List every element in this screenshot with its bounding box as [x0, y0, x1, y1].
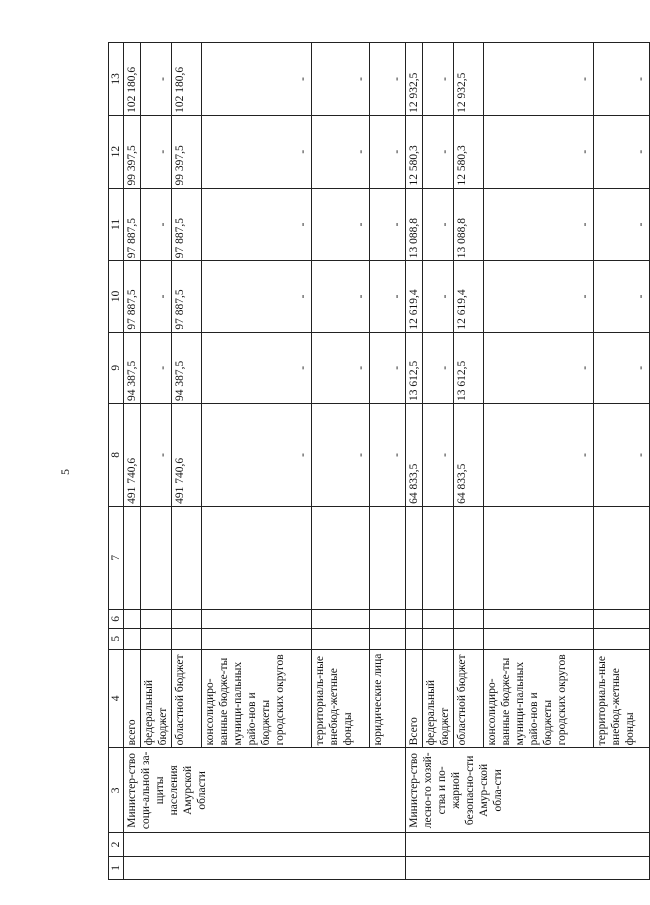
- amount-cell: -: [594, 43, 650, 116]
- amount-cell: -: [484, 261, 594, 332]
- table-row: [124, 43, 141, 880]
- empty-cell: [406, 609, 423, 628]
- amount-cell: 99 397,5: [172, 115, 202, 188]
- empty-cell: [454, 628, 484, 649]
- empty-cell: [141, 506, 172, 609]
- organization-cell: Министер-ство лесно-го хозяй-ства и по-жарной безопасно-сти Амур-ской обла-сти: [406, 748, 650, 833]
- budget-table: [108, 42, 650, 880]
- amount-cell: 97 887,5: [172, 261, 202, 332]
- amount-cell: 97 887,5: [124, 261, 141, 332]
- empty-cell: [141, 628, 172, 649]
- amount-cell: -: [312, 115, 370, 188]
- funding-source-cell: областной бюджет: [454, 649, 484, 748]
- amount-cell: -: [202, 332, 312, 403]
- amount-cell: 102 180,6: [124, 43, 141, 116]
- funding-source-cell: федеральный бюджет: [141, 649, 172, 748]
- amount-cell: 13 612,5: [454, 332, 484, 403]
- column-number-cell: 7: [109, 506, 124, 609]
- empty-cell: [141, 609, 172, 628]
- column-number-cell: 10: [109, 261, 124, 332]
- amount-cell: -: [594, 115, 650, 188]
- empty-cell: [202, 506, 312, 609]
- amount-cell: -: [423, 261, 454, 332]
- funding-source-cell: территориаль-ные внебюд-жетные фонды: [594, 649, 650, 748]
- empty-cell: [124, 628, 141, 649]
- amount-cell: -: [141, 188, 172, 261]
- amount-cell: -: [370, 115, 406, 188]
- empty-cell: [484, 506, 594, 609]
- empty-cell: [172, 506, 202, 609]
- empty-cell: [370, 506, 406, 609]
- amount-cell: 64 833,5: [454, 403, 484, 506]
- amount-cell: 64 833,5: [406, 403, 423, 506]
- col-1-cell: [124, 856, 406, 879]
- empty-cell: [312, 609, 370, 628]
- empty-cell: [312, 628, 370, 649]
- amount-cell: -: [370, 332, 406, 403]
- funding-source-cell: Всего: [406, 649, 423, 748]
- amount-cell: 94 387,5: [124, 332, 141, 403]
- empty-cell: [484, 628, 594, 649]
- empty-cell: [370, 609, 406, 628]
- amount-cell: -: [484, 188, 594, 261]
- column-number-cell: 12: [109, 115, 124, 188]
- amount-cell: -: [141, 261, 172, 332]
- amount-cell: -: [423, 188, 454, 261]
- amount-cell: -: [484, 332, 594, 403]
- amount-cell: 13 088,8: [406, 188, 423, 261]
- col-1-cell: [406, 856, 650, 879]
- column-number-cell: 13: [109, 43, 124, 116]
- amount-cell: 12 580,3: [406, 115, 423, 188]
- funding-source-cell: юридические лица: [370, 649, 406, 748]
- amount-cell: -: [370, 403, 406, 506]
- amount-cell: -: [202, 261, 312, 332]
- amount-cell: -: [202, 403, 312, 506]
- amount-cell: 12 932,5: [406, 43, 423, 116]
- amount-cell: -: [423, 115, 454, 188]
- column-number-cell: 6: [109, 609, 124, 628]
- empty-cell: [406, 506, 423, 609]
- funding-source-cell: федеральный бюджет: [423, 649, 454, 748]
- amount-cell: -: [202, 43, 312, 116]
- empty-cell: [370, 628, 406, 649]
- empty-cell: [423, 506, 454, 609]
- amount-cell: 94 387,5: [172, 332, 202, 403]
- empty-cell: [423, 609, 454, 628]
- amount-cell: -: [141, 403, 172, 506]
- column-number-cell: 3: [109, 748, 124, 833]
- amount-cell: -: [594, 332, 650, 403]
- column-number-row: [109, 43, 124, 880]
- empty-cell: [406, 628, 423, 649]
- funding-source-cell: областной бюджет: [172, 649, 202, 748]
- empty-cell: [423, 628, 454, 649]
- amount-cell: 99 397,5: [124, 115, 141, 188]
- amount-cell: -: [484, 115, 594, 188]
- column-number-cell: 8: [109, 403, 124, 506]
- amount-cell: -: [312, 403, 370, 506]
- column-number-cell: 9: [109, 332, 124, 403]
- amount-cell: 97 887,5: [124, 188, 141, 261]
- column-number-cell: 4: [109, 649, 124, 748]
- column-number-cell: 11: [109, 188, 124, 261]
- empty-cell: [454, 506, 484, 609]
- empty-cell: [202, 609, 312, 628]
- amount-cell: -: [312, 43, 370, 116]
- empty-cell: [172, 609, 202, 628]
- funding-source-cell: всего: [124, 649, 141, 748]
- table-row: [406, 43, 423, 880]
- amount-cell: -: [141, 332, 172, 403]
- funding-source-cell: консолидиро-ванные бюдже-ты муници-пальных райо-нов и бюджеты городских округов: [484, 649, 594, 748]
- amount-cell: -: [202, 115, 312, 188]
- amount-cell: 102 180,6: [172, 43, 202, 116]
- amount-cell: -: [594, 403, 650, 506]
- empty-cell: [312, 506, 370, 609]
- amount-cell: 491 740,6: [124, 403, 141, 506]
- amount-cell: 12 619,4: [406, 261, 423, 332]
- column-number-cell: 5: [109, 628, 124, 649]
- amount-cell: -: [594, 261, 650, 332]
- empty-cell: [594, 609, 650, 628]
- funding-source-cell: консолидиро-ванные бюдже-ты муници-пальных райо-нов и бюджеты городских округов: [202, 649, 312, 748]
- amount-cell: -: [370, 261, 406, 332]
- page-number: 5: [58, 469, 72, 475]
- amount-cell: 97 887,5: [172, 188, 202, 261]
- amount-cell: -: [423, 332, 454, 403]
- amount-cell: -: [141, 43, 172, 116]
- rotated-table-container: [108, 42, 647, 880]
- amount-cell: -: [141, 115, 172, 188]
- column-number-cell: 1: [109, 856, 124, 879]
- col-2-cell: [406, 833, 650, 856]
- empty-cell: [124, 506, 141, 609]
- amount-cell: 12 580,3: [454, 115, 484, 188]
- column-number-cell: 2: [109, 833, 124, 856]
- amount-cell: -: [484, 403, 594, 506]
- empty-cell: [594, 628, 650, 649]
- amount-cell: -: [312, 261, 370, 332]
- amount-cell: 12 932,5: [454, 43, 484, 116]
- empty-cell: [172, 628, 202, 649]
- empty-cell: [484, 609, 594, 628]
- col-2-cell: [124, 833, 406, 856]
- amount-cell: 491 740,6: [172, 403, 202, 506]
- amount-cell: -: [484, 43, 594, 116]
- funding-source-cell: территориаль-ные внебюд-жетные фонды: [312, 649, 370, 748]
- amount-cell: -: [423, 403, 454, 506]
- empty-cell: [454, 609, 484, 628]
- empty-cell: [202, 628, 312, 649]
- empty-cell: [124, 609, 141, 628]
- amount-cell: 13 088,8: [454, 188, 484, 261]
- amount-cell: -: [594, 188, 650, 261]
- amount-cell: -: [312, 188, 370, 261]
- amount-cell: 13 612,5: [406, 332, 423, 403]
- organization-cell: Министер-ство соци-альной за-щиты населения Амурской области: [124, 748, 406, 833]
- amount-cell: -: [423, 43, 454, 116]
- empty-cell: [594, 506, 650, 609]
- amount-cell: -: [370, 43, 406, 116]
- amount-cell: 12 619,4: [454, 261, 484, 332]
- amount-cell: -: [370, 188, 406, 261]
- amount-cell: -: [312, 332, 370, 403]
- amount-cell: -: [202, 188, 312, 261]
